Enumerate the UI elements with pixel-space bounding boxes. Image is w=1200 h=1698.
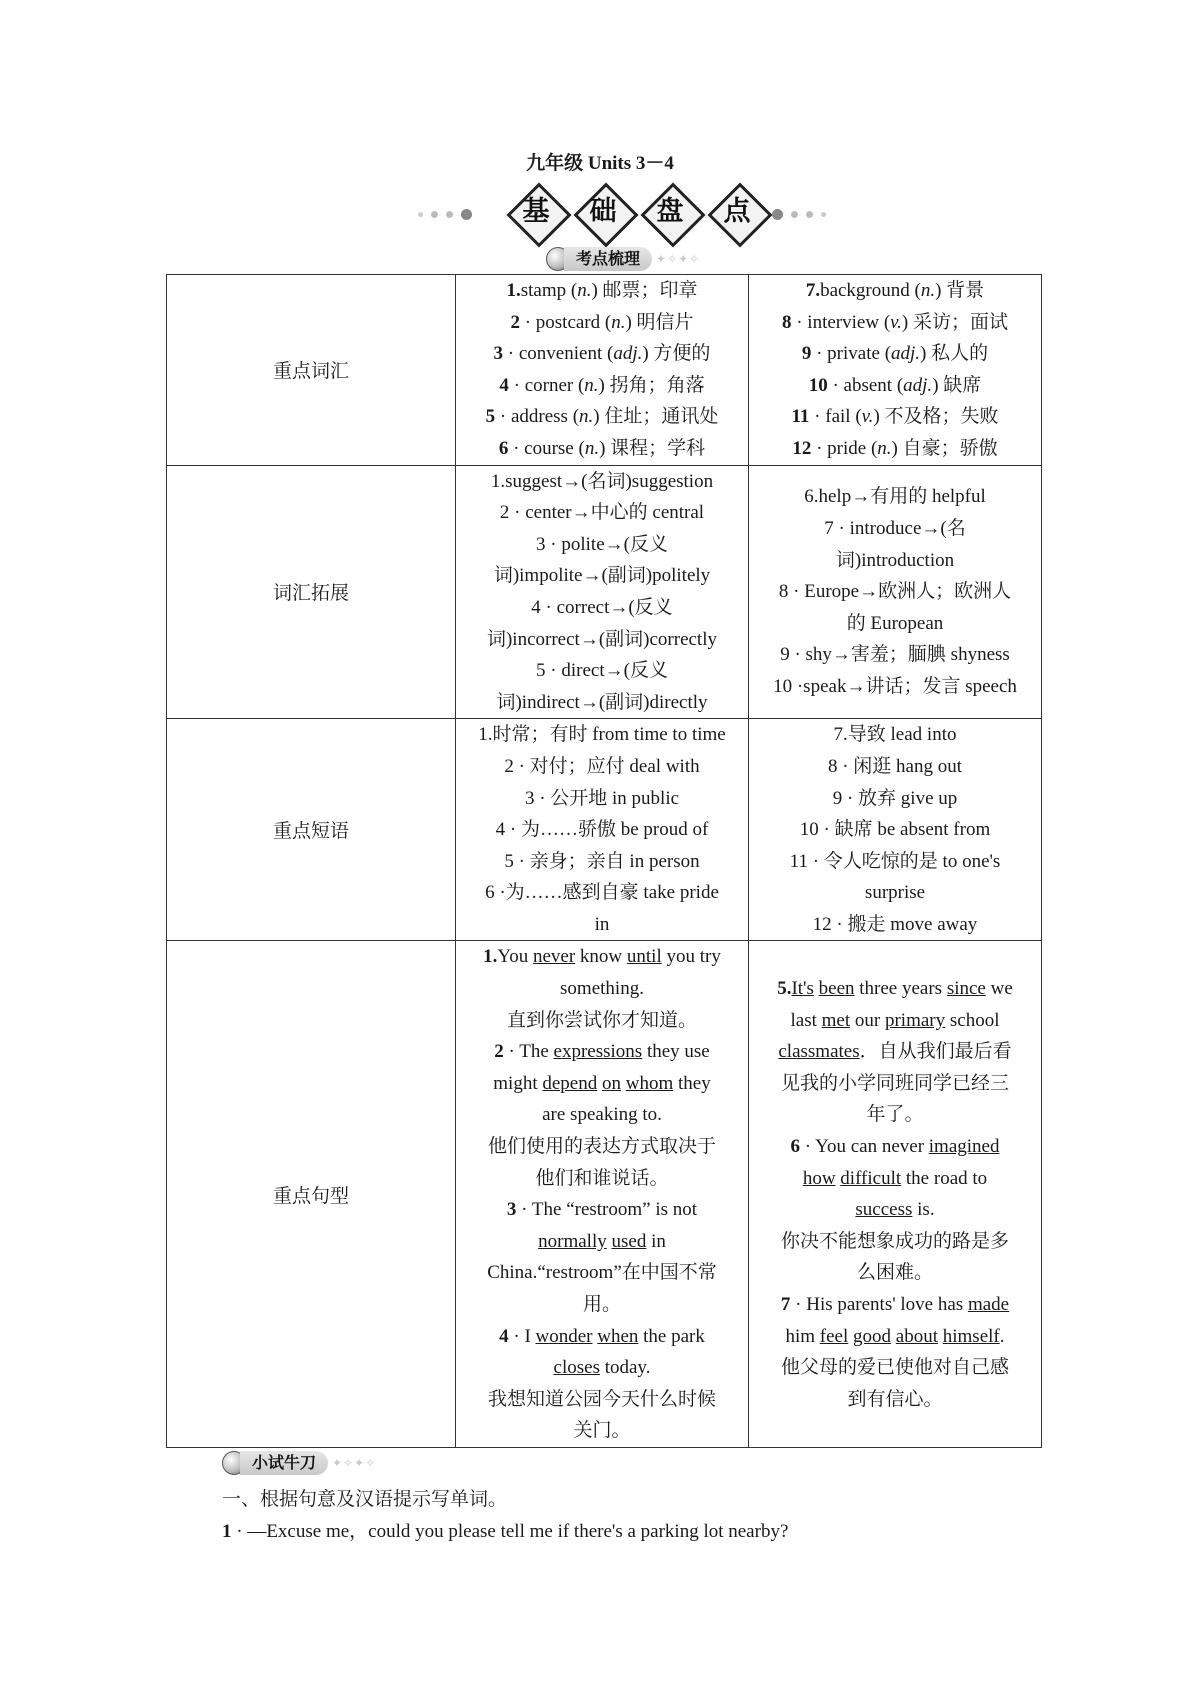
banner-char: 盘 xyxy=(641,183,699,241)
vocab-item: 2 · postcard (n.) 明信片 xyxy=(510,311,694,333)
exercise-question: 1 · —Excuse me，could you please tell me if there's a parking lot nearby? xyxy=(222,1521,789,1542)
expansion-line: 3 · polite→(反义 xyxy=(536,533,668,555)
vocab-item: 10 · absent (adj.) 缺席 xyxy=(808,374,982,396)
section-tag-practice: 小试牛刀 ✦✧✦✧ xyxy=(222,1448,376,1478)
vocab-item: 12 · pride (n.) 自豪；骄傲 xyxy=(792,437,998,459)
phrase-item: 5 · 亲身；亲自 in person xyxy=(504,850,700,872)
exercise-title: 一、根据句意及汉语提示写单词。 xyxy=(222,1488,508,1510)
vocab-item: 1.stamp (n.) 邮票；印章 xyxy=(506,280,698,301)
expansion-line: 9 · shy→害羞；腼腆 shyness xyxy=(780,644,1010,666)
banner-char: 点 xyxy=(708,183,766,241)
expansion-line: 7 · introduce→(名 xyxy=(824,517,966,539)
expansion-line: 8 · Europe→欧洲人；欧洲人 xyxy=(778,581,1012,603)
row-label: 词汇拓展 xyxy=(167,465,456,719)
sentence-1: 1.You never know until you try xyxy=(483,946,721,968)
phrase-item: 2 · 对付；应付 deal with xyxy=(504,755,700,777)
phrase-item: 9 · 放弃 give up xyxy=(832,787,958,809)
phrase-item: 6 ·为……感到自豪 take pride xyxy=(485,882,719,904)
vocab-item: 9 · private (adj.) 私人的 xyxy=(801,343,989,365)
phrase-item: surprise xyxy=(864,882,926,904)
expansion-right-cell xyxy=(749,465,1042,719)
expansion-line: 5 · direct→(反义 xyxy=(536,660,668,682)
expansion-line: 1.suggest→(名词)suggestion xyxy=(490,470,714,492)
vocab-right-cell xyxy=(749,275,1042,466)
banner-char: 基 xyxy=(507,183,565,241)
banner-char: 础 xyxy=(574,183,632,241)
sentence-5: 5.It's been three years since we xyxy=(777,978,1013,1000)
phrase-item: 4 · 为……骄傲 be proud of xyxy=(495,819,709,841)
row-label: 重点词汇 xyxy=(167,275,456,466)
vocab-item: 5 · address (n.) 住址；通讯处 xyxy=(485,406,719,428)
sentences-right-cell: 5.It's been three years since we last met our primary school classmates．自从我们最后看 见我的小学同班同学已经三 年了。 6 · You can never imagined how difficult the road to success is. 你决不能想象成功的路是多 么困难。 7 · His parents' love has made him feel good about himself. 他父母的爱已使他对自己感 到有信心。 xyxy=(749,941,1042,1448)
banner-dots-left xyxy=(418,210,472,220)
banner-title xyxy=(507,183,766,241)
phrase-item: 7.导致 lead into xyxy=(833,724,957,746)
section-banner xyxy=(0,183,1200,243)
expansion-line: 词)impolite→(副词)politely xyxy=(493,565,711,587)
sentence-7: 7 · His parents' love has made xyxy=(780,1294,1010,1315)
vocab-item: 11 · fail (v.) 不及格；失败 xyxy=(791,406,999,428)
summary-table xyxy=(166,274,1042,1448)
expansion-line: 10 ·speak→讲话；发言 speech xyxy=(773,675,1017,697)
sentences-left-cell: 1.You never know until you try something. 直到你尝试你才知道。 2 · The expressions they use might depend on whom they are speaking to. 他们使用的表达方式取决于 他们和谁说话。 3 · The “restroom” is not normally used in China.“restroom”在中国不常 用。 4 · I wonder when the park closes today. 我想知道公园今天什么时候 关门。 xyxy=(456,941,749,1448)
page-header: 九年级 Units 3－4 xyxy=(526,153,674,174)
phrases-right-cell xyxy=(749,719,1042,941)
expansion-left-cell xyxy=(456,465,749,719)
table-row xyxy=(167,275,1042,466)
table-row xyxy=(167,465,1042,719)
phrase-item: in xyxy=(594,913,610,935)
row-label: 重点句型 xyxy=(167,941,456,1448)
stars-decoration-icon: ✦✧✦✧ xyxy=(332,1456,377,1470)
banner-dots-right xyxy=(772,210,826,220)
vocab-item: 6 · course (n.) 课程；学科 xyxy=(498,437,706,459)
expansion-line: 词)indirect→(副词)directly xyxy=(496,691,708,713)
sentence-4: 4 · I wonder when the park xyxy=(499,1325,705,1347)
phrase-item: 8 · 闲逛 hang out xyxy=(827,755,963,777)
phrases-left-cell xyxy=(456,719,749,941)
row-label: 重点短语 xyxy=(167,719,456,941)
sentence-3: 3 · The “restroom” is not xyxy=(506,1199,698,1221)
phrase-item: 1.时常；有时 from time to time xyxy=(478,724,726,746)
phrase-item: 10 · 缺席 be absent from xyxy=(799,819,991,841)
table-row xyxy=(167,719,1042,941)
vocab-item: 7.background (n.) 背景 xyxy=(805,280,985,301)
expansion-line: 6.help→有用的 helpful xyxy=(804,486,986,508)
expansion-line: 4 · correct→(反义 xyxy=(531,596,673,618)
table-row xyxy=(167,941,1042,1448)
expansion-line: 词)introduction xyxy=(835,549,955,571)
vocab-item: 3 · convenient (adj.) 方便的 xyxy=(493,343,711,365)
expansion-line: 的 European xyxy=(846,612,944,634)
sentence-6: 6 · You can never imagined xyxy=(790,1136,1000,1158)
section-tag-key-points: 考点梳理 ✦✧✦✧ xyxy=(546,244,700,274)
phrase-item: 12 · 搬走 move away xyxy=(812,913,978,935)
expansion-line: 2 · center→中心的 central xyxy=(499,502,705,524)
sentence-2: 2 · The expressions they use xyxy=(494,1041,710,1063)
stars-decoration-icon: ✦✧✦✧ xyxy=(656,252,701,266)
phrase-item: 3 · 公开地 in public xyxy=(524,787,680,809)
vocab-item: 4 · corner (n.) 拐角；角落 xyxy=(499,374,705,396)
vocab-left-cell xyxy=(456,275,749,466)
expansion-line: 词)incorrect→(副词)correctly xyxy=(486,628,717,650)
vocab-item: 8 · interview (v.) 采访；面试 xyxy=(781,311,1009,333)
phrase-item: 11 · 令人吃惊的是 to one's xyxy=(789,850,1001,872)
